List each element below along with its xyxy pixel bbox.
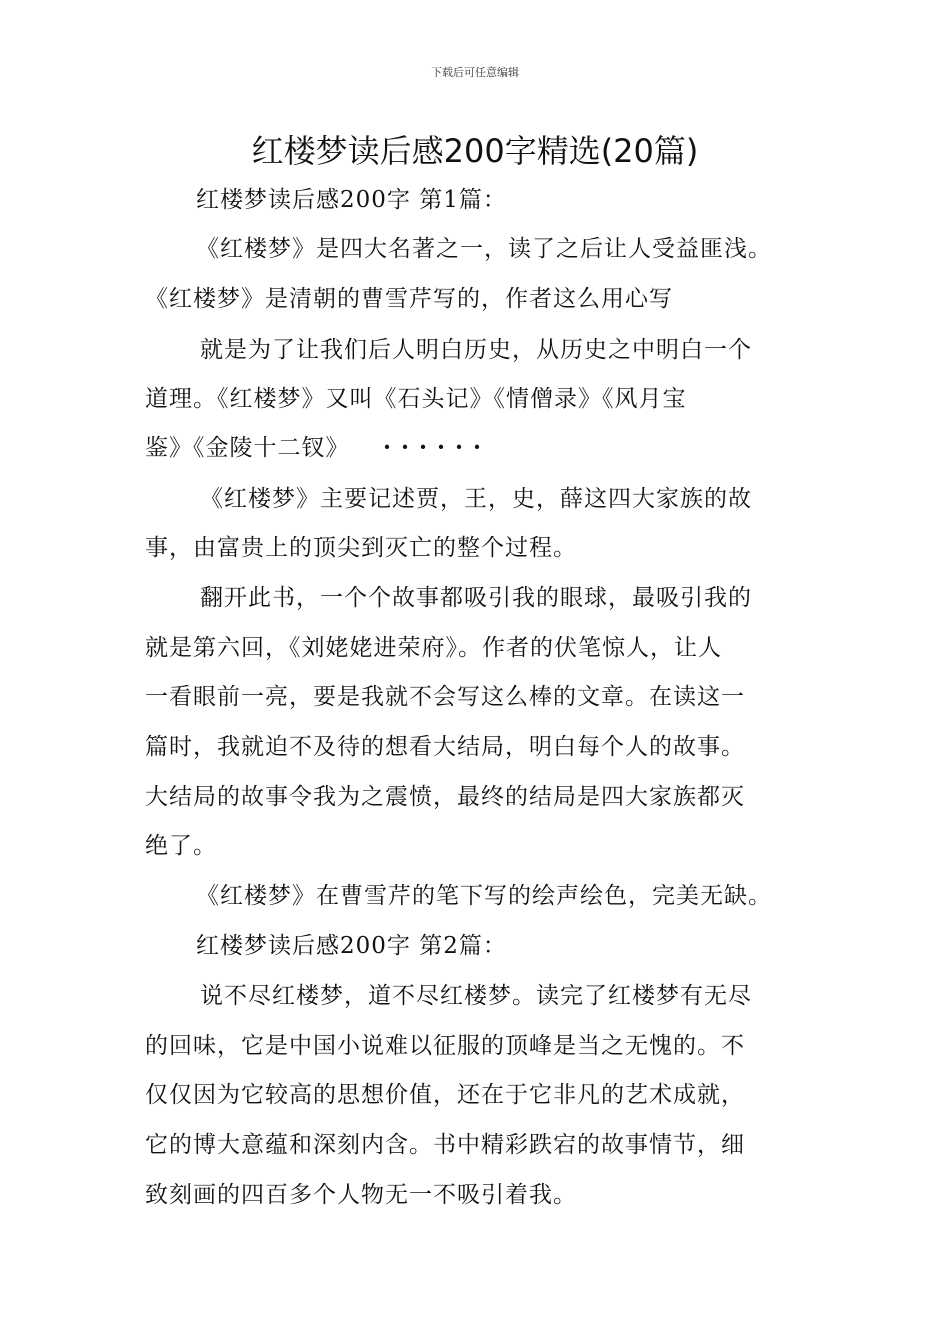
document-title: 红楼梦读后感200字精选(20篇) xyxy=(251,132,699,170)
paragraph-line: 《红楼梦》是清朝的曹雪芹写的，作者这么用心写 xyxy=(145,286,673,312)
paragraph-line: 《红楼梦》主要记述贾，王，史，薛这四大家族的故 xyxy=(200,486,752,512)
ellipsis-dots: ······ xyxy=(383,434,492,461)
paragraph-line: 《红楼梦》是四大名著之一，读了之后让人受益匪浅。 xyxy=(196,236,772,262)
paragraph-line: 致刻画的四百多个人物无一不吸引着我。 xyxy=(145,1182,577,1208)
paragraph-line: 就是为了让我们后人明白历史，从历史之中明白一个 xyxy=(200,337,752,363)
paragraph-line: 一看眼前一亮，要是我就不会写这么棒的文章。在读这一 xyxy=(145,684,745,710)
paragraph-line: 它的博大意蕴和深刻内含。书中精彩跌宕的故事情节，细 xyxy=(145,1132,745,1158)
page-header-note: 下载后可任意编辑 xyxy=(431,66,519,79)
paragraph-line: 大结局的故事令我为之震愤，最终的结局是四大家族都灭 xyxy=(145,784,745,810)
paragraph-line: 就是第六回，《刘姥姥进荣府》。作者的伏笔惊人，让人 xyxy=(145,635,722,661)
paragraph-line: 说不尽红楼梦，道不尽红楼梦。读完了红楼梦有无尽 xyxy=(200,983,752,1009)
paragraph-line: 道理。《红楼梦》又叫《石头记》《情僧录》《风月宝 xyxy=(145,386,687,412)
section-heading-2: 红楼梦读后感200字 第2篇： xyxy=(196,933,507,959)
paragraph-line: 篇时，我就迫不及待的想看大结局，明白每个人的故事。 xyxy=(145,734,745,760)
paragraph-line: 事，由富贵上的顶尖到灭亡的整个过程。 xyxy=(145,535,577,561)
paragraph-line: 翻开此书，一个个故事都吸引我的眼球，最吸引我的 xyxy=(200,585,752,611)
paragraph-line: 鉴》《金陵十二钗》 xyxy=(145,435,350,461)
section-heading-1: 红楼梦读后感200字 第1篇： xyxy=(196,187,507,213)
paragraph-line: 的回味，它是中国小说难以征服的顶峰是当之无愧的。不 xyxy=(145,1033,745,1059)
paragraph-line: 《红楼梦》在曹雪芹的笔下写的绘声绘色，完美无缺。 xyxy=(196,883,772,909)
paragraph-line: 仅仅因为它较高的思想价值，还在于它非凡的艺术成就， xyxy=(145,1082,745,1108)
paragraph-line: 绝了。 xyxy=(145,833,217,859)
